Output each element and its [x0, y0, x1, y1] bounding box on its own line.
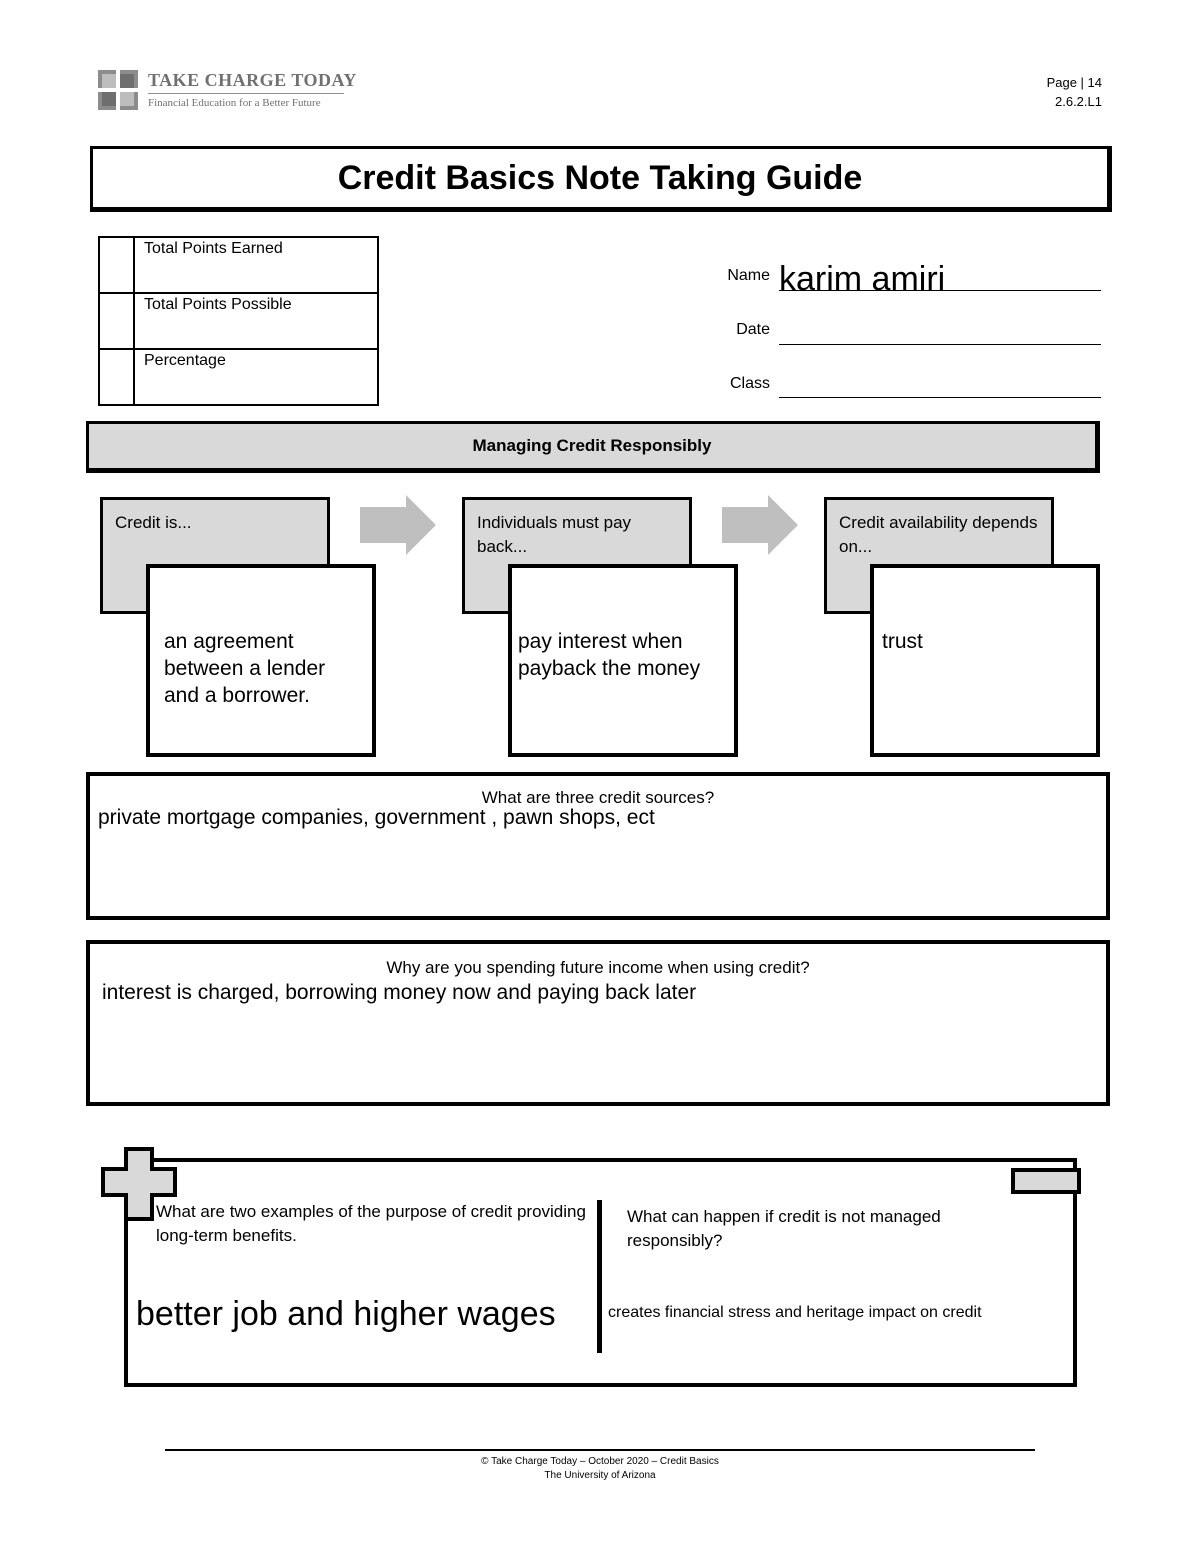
column-divider: [597, 1200, 602, 1353]
question-answer: interest is charged, borrowing money now and paying back later: [102, 981, 697, 1004]
name-label: Name: [727, 267, 770, 284]
right-arrow-icon: [360, 495, 436, 555]
question-title: Why are you spending future income when using credit?: [386, 958, 810, 977]
section-header: Managing Credit Responsibly: [86, 421, 1100, 473]
table-row-label: Total Points Possible: [134, 293, 378, 349]
table-row-label: Percentage: [134, 349, 378, 405]
logo-title: TAKE CHARGE TODAY: [148, 70, 357, 90]
benefit-answer[interactable]: better job and higher wages: [136, 1295, 556, 1333]
logo-subtitle: Financial Education for a Better Future: [148, 97, 321, 109]
right-arrow-icon: [722, 495, 798, 555]
flow-answer: pay interest when payback the money: [518, 630, 701, 680]
minus-icon: [1011, 1168, 1081, 1194]
page-number: [1047, 73, 1102, 111]
table-row: [99, 237, 378, 293]
date-field[interactable]: [779, 316, 1101, 345]
lesson-code: 2.6.2.L1: [1055, 94, 1102, 109]
footer-divider: [165, 1449, 1035, 1451]
flow-prompt: Credit is...: [115, 513, 192, 532]
flow-answer: an agreement between a lender and a borrower.: [164, 630, 326, 707]
name-field[interactable]: [779, 260, 1101, 298]
question-title: What are three credit sources?: [481, 788, 715, 807]
flow-answer: trust: [882, 630, 923, 653]
table-row: [99, 349, 378, 405]
risk-question: What can happen if credit is not managed responsibly?: [627, 1207, 941, 1250]
table-row: [99, 293, 378, 349]
page-label: Page | 14: [1046, 75, 1102, 90]
percentage-cell[interactable]: [99, 349, 134, 405]
question-answer: private mortgage companies, government , pawn shops, ect: [98, 806, 655, 829]
flow-prompt: Credit availability depends on...: [839, 513, 1038, 556]
footer-copyright: © Take Charge Today – October 2020 – Credit Basics: [481, 1456, 719, 1467]
date-label: Date: [736, 321, 770, 338]
page-title: Credit Basics Note Taking Guide: [90, 146, 1112, 212]
benefit-question: What are two examples of the purpose of credit providing long-term benefits.: [156, 1202, 586, 1245]
flow-answer-box[interactable]: [146, 564, 376, 757]
flow-prompt: Individuals must pay back...: [477, 513, 632, 556]
flow-answer-box[interactable]: [870, 564, 1100, 757]
score-table: [98, 236, 379, 406]
points-possible-cell[interactable]: [99, 293, 134, 349]
class-label: Class: [729, 375, 770, 392]
points-earned-cell[interactable]: [99, 237, 134, 293]
risk-answer[interactable]: creates financial stress and heritage impact on credit: [608, 1304, 982, 1321]
question-box[interactable]: [86, 940, 1110, 1106]
question-box[interactable]: [86, 772, 1110, 920]
table-row-label: Total Points Earned: [134, 237, 378, 293]
flow-answer-box[interactable]: [508, 564, 738, 757]
take-charge-today-logo-icon: [98, 70, 138, 110]
footer-university: The University of Arizona: [544, 1470, 656, 1481]
name-value: karim amiri: [779, 260, 946, 298]
logo-divider: [148, 93, 344, 94]
class-field[interactable]: [779, 369, 1101, 398]
